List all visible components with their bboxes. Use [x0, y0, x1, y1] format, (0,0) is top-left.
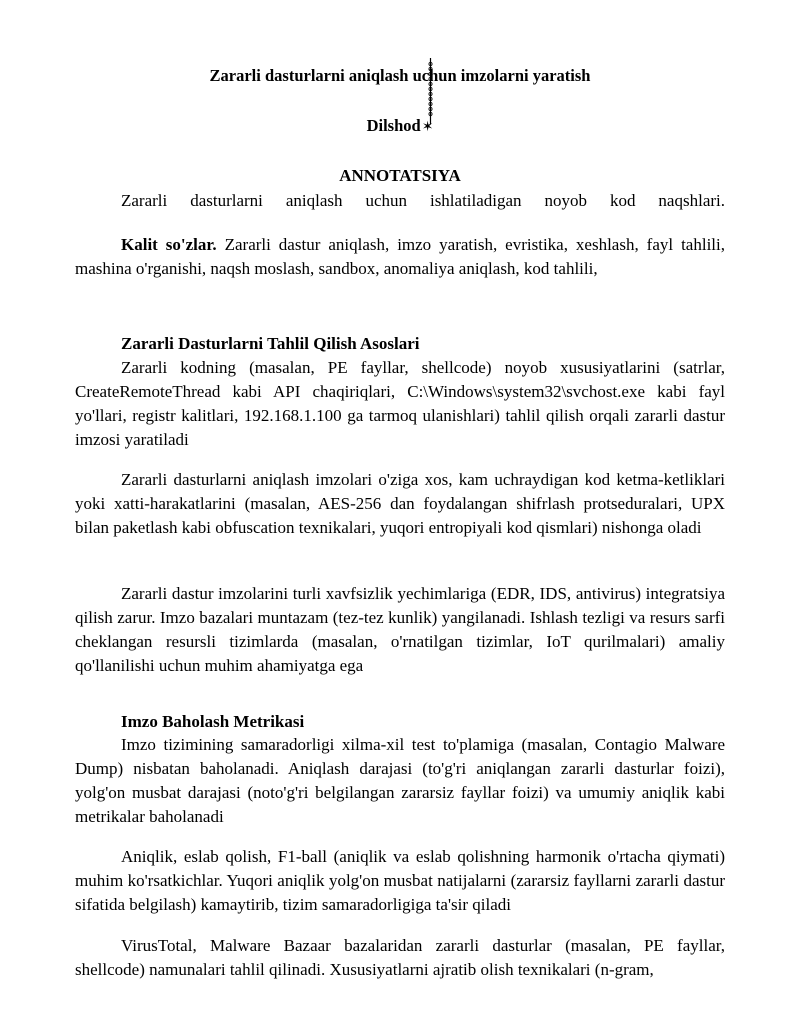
body-paragraph: VirusTotal, Malware Bazaar bazalaridan zararli dasturlar (masalan, PE fayllar, shellcode) namunalari tahlil qilinadi. Xususiyatlarni ajratib olish texnikalari (n-gram, — [75, 936, 725, 979]
keywords-paragraph — [75, 233, 725, 281]
body-paragraph: Zararli dasturlarni aniqlash imzolari o'ziga xos, kam uchraydigan kod ketma-ketliklari yoki xatti-harakatlarini (masalan, AES-256 dan foydalangan shifrlash protseduralari, UPX bilan paketlash kabi obfuscation texnikalari, yuqori entropiyali kod qismlari) nishonga oladi — [75, 470, 725, 537]
author-line — [75, 116, 725, 136]
keywords-text: Zararli dastur aniqlash, imzo yaratish, evristika, xeshlash, fayl tahlili, mashina o'rganishi, naqsh moslash, sandbox, anomaliya aniqlash, kod tahlili, — [75, 235, 725, 278]
body-paragraph: Aniqlik, eslab qolish, F1-ball (aniqlik va eslab qolishning harmonik o'rtacha qiymati) muhim ko'rsatkichlar. Yuqori aniqlik yolg'on musbat natijalarni (zararsiz fayllarni zararli dastur sifatida belgilash) kamaytirib, tizim samaradorligiga ta'sir qiladi — [75, 847, 725, 914]
annotation-text: Zararli dasturlarni aniqlash uchun ishlatiladigan noyob kod naqshlari. — [121, 191, 725, 210]
author-name: Dilshod — [366, 116, 421, 135]
body-paragraph: Zararli dastur imzolarini turli xavfsizlik yechimlariga (EDR, IDS, antivirus) integratsiya qilish zarur. Imzo bazalari muntazam (tez-tez kunlik) yangilanadi. Ishlash tezligi va resurs sarfi cheklangan resursli tizimlarda (masalan, o'rnatilgan tizimlar, IoT qurilmalari) amaliy qo'llanilishi uchun muhim ahamiyatga ega — [75, 584, 725, 675]
annotation-heading: ANNOTATSIYA — [339, 166, 461, 185]
paper-title: Zararli dasturlarni aniqlash uchun imzolarni yaratish — [209, 66, 591, 85]
body-paragraph: Imzo tizimining samaradorligi xilma-xil test to'plamiga (masalan, Contagio Malware Dump) nisbatan baholanadi. Aniqlash darajasi (to'g'ri aniqlangan zararli dasturlar foizi), yolg'on musbat darajasi (noto'g'ri belgilangan zararsiz fayllar foizi) va umumiy aniqlik kabi metrikalar baholanadi — [75, 735, 725, 826]
keywords-label: Kalit so'zlar. — [121, 235, 217, 254]
section-heading: Zararli Dasturlarni Tahlil Qilish Asoslari — [121, 334, 420, 353]
section-heading: Imzo Baholash Metrikasi — [121, 712, 305, 731]
body-paragraph: Zararli kodning (masalan, PE fayllar, shellcode) noyob xususiyatlarini (satrlar, CreateRemoteThread kabi API chaqiriqlari, C:\Windows\system32\svchost.exe kabi fayl yo'llari, registr kalitlari, 192.168.1.100 ga tarmoq ulanishlari) tahlil qilish orqali zararli dastur imzosi yaratiladi — [75, 358, 725, 449]
author-footnote-mark: ✶ — [421, 120, 434, 135]
